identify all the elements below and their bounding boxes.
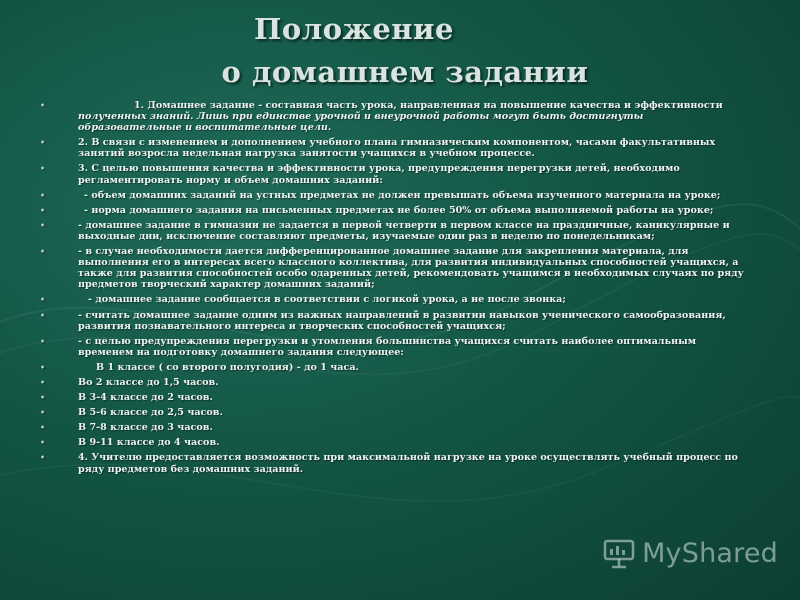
list-item <box>40 220 750 242</box>
list-item-text: - считать домашнее задание одним из важных направлений в развитии навыков ученического самообразования, развития познавательного интереса и творческих способностей учащихся; <box>78 309 726 332</box>
list-item-text: 1. Домашнее задание - составная часть урока, направленная на повышение качества и эффективности <box>134 100 723 111</box>
list-item <box>40 310 750 332</box>
bullet-icon: • <box>40 137 46 148</box>
bullet-icon: • <box>40 452 46 463</box>
list-item-text: В 1 классе ( со второго полугодия) - до 1 часа. <box>96 361 359 373</box>
bullet-icon: • <box>40 204 46 215</box>
list-item-text: В 3-4 классе до 2 часов. <box>78 392 213 404</box>
list-item <box>40 163 750 185</box>
list-item <box>40 437 750 448</box>
list-item <box>40 205 750 216</box>
list-item-text: 4. Учителю предоставляется возможность при максимальной нагрузке на уроке осуществлять учебный процесс по ряду предметов без домашних заданий. <box>78 452 738 475</box>
bullet-icon: • <box>40 361 46 372</box>
watermark <box>602 536 778 570</box>
list-item <box>40 294 750 305</box>
bullet-icon: • <box>40 392 46 403</box>
watermark-text: MyShared <box>642 537 778 569</box>
list-item <box>40 100 750 133</box>
bullet-icon: • <box>40 309 46 320</box>
list-item <box>40 336 750 358</box>
list-item-text: - домашнее задание сообщается в соответствии с логикой урока, а не после звонка; <box>88 294 566 306</box>
list-item <box>40 362 750 373</box>
list-item <box>40 392 750 403</box>
list-item <box>40 190 750 201</box>
bullet-icon: • <box>40 219 46 230</box>
bullet-icon: • <box>40 100 46 110</box>
list-item-text: 2. В связи с изменением и дополнением учебного плана гимназическим компонентом, часами факультативных занятий возросла недельная нагрузка занятости учащихся в учебном процессе. <box>78 137 716 160</box>
list-item-text: - объем домашних заданий на устных предметах не должен превышать объема изученного материала на уроке; <box>84 189 721 201</box>
list-item <box>40 137 750 159</box>
list-item-text: В 7-8 классе до 3 часов. <box>78 422 213 434</box>
list-item-text: - с целью предупреждения перегрузки и утомления большинства учащихся считать наиболее оптимальным временем на подготовку домашнего задания следующее: <box>78 335 697 358</box>
list-item-text: - в случае необходимости дается дифференцированное домашнее задание для закрепления материала, для выполнения его в интересах всего классного коллектива, для развития индивидуальных способностей учащихся, а также для развития способностей особо одаренных детей, рекомендовать учащимся в необходимых случаях по ряду предметов творческий характер домашних заданий; <box>78 246 744 291</box>
bullet-icon: • <box>40 294 46 305</box>
list-item-text: 3. С целью повышения качества и эффективности урока, предупреждения перегрузки детей, необходимо регламентировать норму и объем домашних заданий: <box>78 163 680 186</box>
list-item <box>40 407 750 418</box>
bullet-icon: • <box>40 376 46 387</box>
list-item <box>40 246 750 290</box>
list-item-text: Во 2 классе до 1,5 часов. <box>78 376 219 388</box>
list-item-text: В 5-6 классе до 2,5 часов. <box>78 407 223 419</box>
list-item <box>40 422 750 433</box>
presentation-board-icon <box>602 536 636 570</box>
page-title-line-2: о домашнем задании <box>221 55 589 89</box>
bullet-icon: • <box>40 189 46 200</box>
bullet-icon: • <box>40 407 46 418</box>
bullet-icon: • <box>40 437 46 448</box>
list-item-italic-text: полученных знаний. Лишь при единстве урочной и внеурочной работы могут быть достигнуты образовательные и воспитательные цели. <box>78 111 644 134</box>
bullet-icon: • <box>40 335 46 346</box>
bullet-icon: • <box>40 163 46 174</box>
list-item <box>40 377 750 388</box>
list-item <box>40 452 750 474</box>
list-item-text: - домашнее задание в гимназии не задается в первой четверти в первом классе на праздничные, каникулярные и выходные дни, исключение составляют предметы, изучаемые один раз в неделю по понедельникам; <box>78 219 730 242</box>
bullet-icon: • <box>40 246 46 257</box>
list-item-text: - норма домашнего задания на письменных предметах не более 50% от объема выполняемой работы на уроке; <box>84 204 714 216</box>
bullet-icon: • <box>40 422 46 433</box>
list-item-text: В 9-11 классе до 4 часов. <box>78 437 220 449</box>
document-body <box>40 100 750 479</box>
page-title-line-1: Положение <box>254 12 454 46</box>
